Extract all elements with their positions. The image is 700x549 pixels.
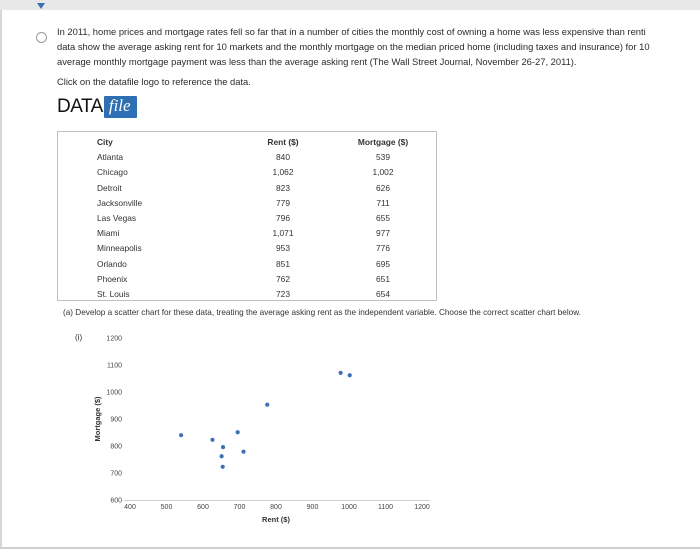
question-line-1: In 2011, home prices and mortgage rates fell so far that in a number of cities the monthly cost of owning a home was less expensive than renti <box>57 26 646 37</box>
left-border <box>0 10 2 549</box>
x-tick-label: 700 <box>233 504 246 511</box>
scatter-point <box>179 433 183 437</box>
part-a-prompt: (a) Develop a scatter chart for these data, treating the average asking rent as the independent variable. Choose the correct scatter chart below. <box>63 308 581 317</box>
scatter-chart <box>80 330 450 540</box>
x-tick-label: 1200 <box>414 504 430 511</box>
table-row <box>58 274 436 289</box>
collapse-arrow-icon[interactable] <box>37 3 45 9</box>
y-tick-label: 600 <box>110 497 122 505</box>
scatter-point <box>221 465 225 469</box>
table-cell: Orlando <box>97 258 127 269</box>
table-cell: 1,071 <box>272 228 294 239</box>
table-cell: 823 <box>276 182 290 193</box>
table-cell: Minneapolis <box>97 243 142 254</box>
table-cell: Atlanta <box>97 152 124 163</box>
table-cell: Chicago <box>97 167 128 178</box>
table-row <box>58 152 436 167</box>
table-cell: St. Louis <box>97 289 130 299</box>
scatter-point <box>210 438 214 442</box>
table-cell: 1,002 <box>372 167 394 178</box>
table-cell: 723 <box>276 289 290 299</box>
answer-radio-button[interactable] <box>36 32 47 43</box>
question-line-3: average monthly mortgage payment was less than the average asking rent (The Wall Street Journal, November 26-27, 2011). <box>57 56 577 67</box>
table-cell: 977 <box>376 228 390 239</box>
table-cell: 711 <box>376 197 390 208</box>
table-header-cell: Mortgage ($) <box>357 137 409 147</box>
table-cell: 796 <box>276 213 290 223</box>
y-axis-label: Mortgage ($) <box>93 396 102 442</box>
y-tick-labels <box>106 336 122 505</box>
x-tick-label: 1000 <box>341 504 357 511</box>
table-cell: 695 <box>376 258 390 269</box>
table-cell: 779 <box>276 197 290 208</box>
scatter-point <box>265 403 269 407</box>
table-cell: 762 <box>276 273 290 284</box>
table-cell: 851 <box>276 258 290 269</box>
table-row <box>58 243 436 258</box>
x-tick-label: 400 <box>124 504 136 511</box>
scatter-point <box>221 445 225 449</box>
table-row <box>58 213 436 228</box>
table-cell: 626 <box>376 182 390 193</box>
y-tick-label: 700 <box>110 470 122 478</box>
table-row <box>58 198 436 213</box>
table-header-cell: Rent ($) <box>267 137 299 147</box>
y-tick-label: 900 <box>110 416 122 424</box>
click-instruction: Click on the datafile logo to reference the data. <box>57 76 251 87</box>
datafile-label-file: file <box>104 96 137 118</box>
y-tick-label: 1100 <box>106 362 122 370</box>
x-tick-label: 500 <box>160 504 173 511</box>
data-table <box>57 131 437 301</box>
table-cell: 651 <box>376 273 390 284</box>
question-line-2: data show the average asking rent for 10 markets and the monthly mortgage on the median priced home (including taxes and insurance) for 10 <box>57 41 650 52</box>
table-row <box>58 228 436 243</box>
scatter-point <box>339 371 343 375</box>
x-tick-label: 600 <box>197 504 209 511</box>
table-row <box>58 289 436 304</box>
y-tick-label: 1000 <box>106 389 122 397</box>
table-cell: Detroit <box>97 182 122 193</box>
y-tick-label: 800 <box>110 443 122 451</box>
x-tick-label: 900 <box>306 504 319 511</box>
scatter-point <box>220 454 224 458</box>
table-cell: 953 <box>276 243 290 254</box>
scatter-point <box>236 430 240 434</box>
y-tick-label: 1200 <box>106 335 122 343</box>
scatter-point <box>241 450 245 454</box>
question-paragraph <box>57 24 700 69</box>
x-axis-label: Rent ($) <box>262 515 290 524</box>
table-cell: 776 <box>376 243 390 254</box>
x-tick-label: 1100 <box>377 504 394 511</box>
table-row <box>58 167 436 182</box>
table-cell: Jacksonville <box>97 197 143 208</box>
datafile-logo[interactable] <box>57 96 137 122</box>
table-cell: 1,062 <box>272 167 294 178</box>
datafile-label-data: DATA <box>57 96 103 117</box>
table-cell: 654 <box>376 289 390 299</box>
table-cell: 655 <box>376 213 390 223</box>
data-points <box>179 371 352 469</box>
table-cell: Phoenix <box>97 273 128 284</box>
x-tick-labels <box>124 504 430 511</box>
table-row <box>58 183 436 198</box>
table-header-cell: City <box>97 137 113 147</box>
table-cell: 539 <box>376 152 390 163</box>
table-cell: 840 <box>276 152 290 163</box>
table-cell: Miami <box>97 228 120 239</box>
table-header-row <box>58 137 436 152</box>
table-cell: Las Vegas <box>97 213 137 223</box>
top-toolbar-strip <box>0 0 700 10</box>
option-label: (i) <box>75 333 83 342</box>
table-row <box>58 259 436 274</box>
scatter-point <box>348 373 352 377</box>
x-tick-label: 800 <box>270 504 282 511</box>
